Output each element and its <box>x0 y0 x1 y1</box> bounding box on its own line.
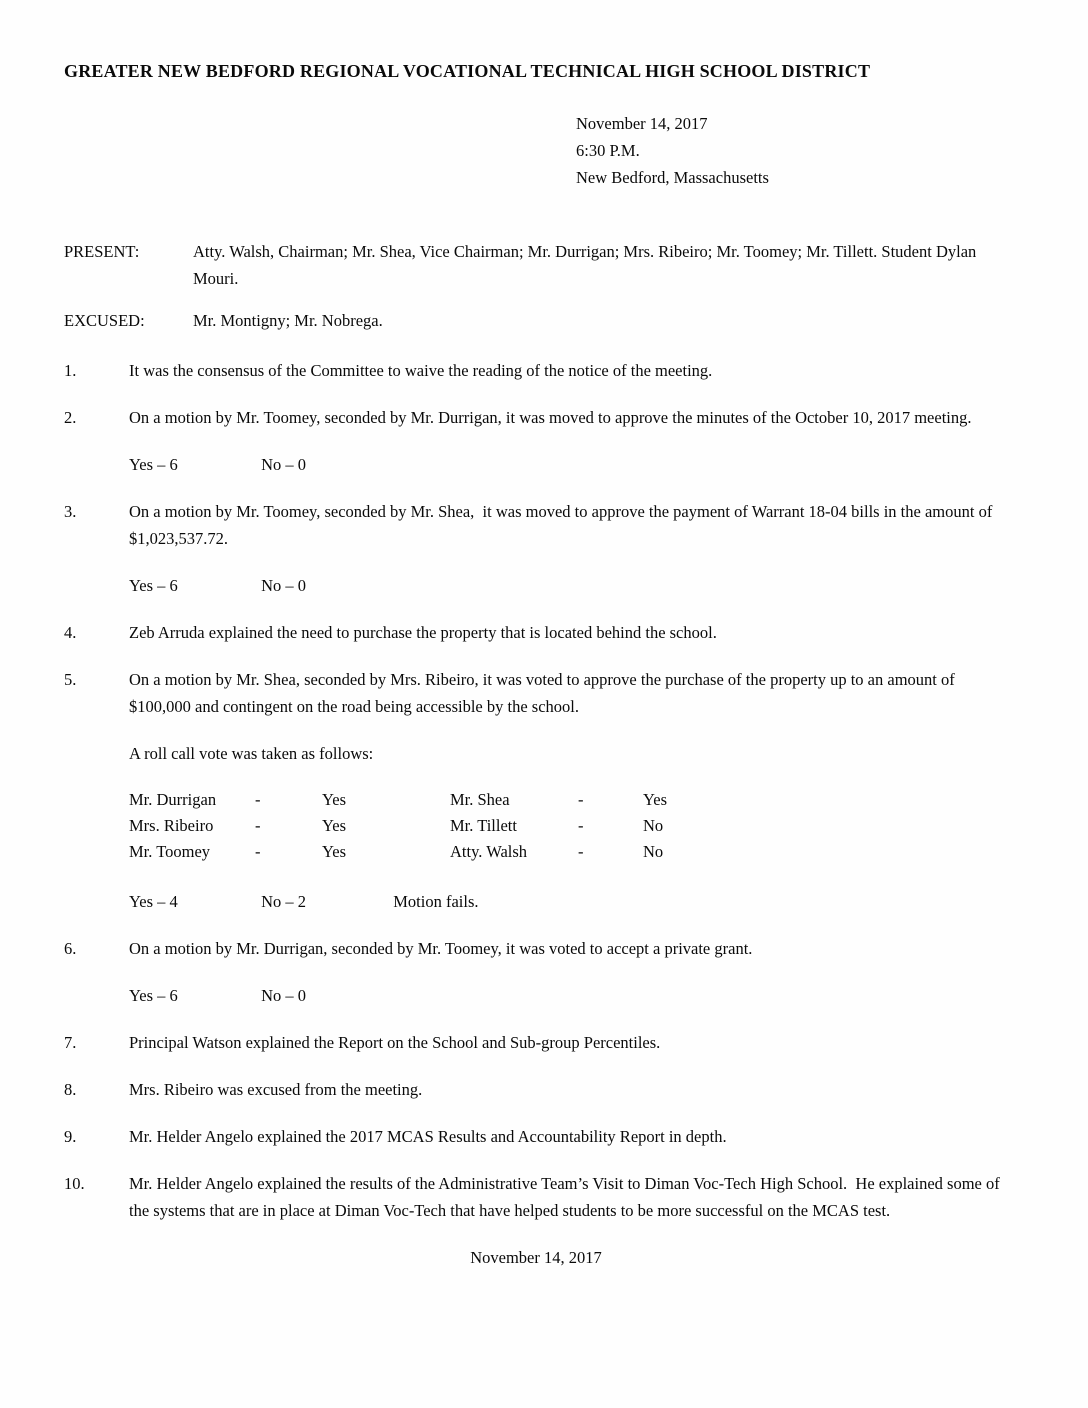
minutes-item-3 <box>64 498 1008 552</box>
minutes-item-10 <box>64 1170 1008 1224</box>
item-number: 1. <box>64 361 77 380</box>
page-title: GREATER NEW BEDFORD REGIONAL VOCATIONAL TECHNICAL HIGH SCHOOL DISTRICT <box>64 61 871 81</box>
tally-no: No – 2 <box>261 892 307 911</box>
item-number: 6. <box>64 939 77 958</box>
dateline <box>576 110 1008 191</box>
excused-row <box>64 307 1008 334</box>
item-text: Mr. Helder Angelo explained the results of the Administrative Team’s Visit to Diman Voc-Tech High School. He explained some of the systems that are in place at Diman Voc-Tech that have helped students to be more successful on the MCAS test. <box>129 1174 1004 1220</box>
roll-call-vote: Yes <box>322 816 347 835</box>
roll-call-dash: - <box>578 790 584 809</box>
dateline-date: November 14, 2017 <box>576 114 708 133</box>
roll-call-vote: Yes <box>322 790 347 809</box>
item-number: 10. <box>64 1174 85 1193</box>
vote-no: No – 0 <box>261 576 307 595</box>
roll-call-dash: - <box>255 790 261 809</box>
minutes-item-9 <box>64 1123 1008 1150</box>
dateline-time: 6:30 P.M. <box>576 141 640 160</box>
roll-call-tally <box>129 888 1008 915</box>
item-text: Zeb Arruda explained the need to purchase the property that is located behind the school. <box>129 623 717 642</box>
excused-text: Mr. Montigny; Mr. Nobrega. <box>193 311 383 330</box>
vote-line-item-3 <box>129 572 1008 599</box>
present-label: PRESENT: <box>64 242 140 261</box>
roll-call-vote: Yes <box>643 790 668 809</box>
item-number: 2. <box>64 408 77 427</box>
item-text: Mr. Helder Angelo explained the 2017 MCAS Results and Accountability Report in depth. <box>129 1127 727 1146</box>
minutes-item-1 <box>64 357 1008 384</box>
roll-call-intro: A roll call vote was taken as follows: <box>129 744 374 763</box>
roll-call-row <box>129 839 1008 865</box>
item-text: Mrs. Ribeiro was excused from the meeting. <box>129 1080 423 1099</box>
roll-call-name: Mrs. Ribeiro <box>129 816 214 835</box>
vote-yes: Yes – 6 <box>129 455 178 474</box>
vote-line-item-6 <box>129 982 1008 1009</box>
item-number: 7. <box>64 1033 77 1052</box>
roll-call-dash: - <box>255 816 261 835</box>
item-text: It was the consensus of the Committee to waive the reading of the notice of the meeting. <box>129 361 713 380</box>
minutes-item-4 <box>64 619 1008 646</box>
roll-call-vote: No <box>643 842 664 861</box>
item-number: 3. <box>64 502 77 521</box>
item-text: On a motion by Mr. Shea, seconded by Mrs. Ribeiro, it was voted to approve the purchase of the property up to an amount of $100,000 and contingent on the road being accessible by the school. <box>129 670 959 716</box>
roll-call-row <box>129 787 1008 813</box>
minutes-item-8 <box>64 1076 1008 1103</box>
present-row <box>64 238 1008 292</box>
roll-call-name: Atty. Walsh <box>450 842 528 861</box>
tally-result: Motion fails. <box>393 892 479 911</box>
item-number: 4. <box>64 623 77 642</box>
minutes-item-5 <box>64 666 1008 720</box>
roll-call-name: Mr. Durrigan <box>129 790 217 809</box>
vote-yes: Yes – 6 <box>129 986 178 1005</box>
item-text: On a motion by Mr. Toomey, seconded by Mr. Shea, it was moved to approve the payment of Warrant 18-04 bills in the amount of $1,023,537.72. <box>129 502 997 548</box>
item-number: 9. <box>64 1127 77 1146</box>
tally-yes: Yes – 4 <box>129 892 178 911</box>
vote-no: No – 0 <box>261 986 307 1005</box>
roll-call-dash: - <box>578 816 584 835</box>
vote-yes: Yes – 6 <box>129 576 178 595</box>
roll-call-name: Mr. Tillett <box>450 816 517 835</box>
roll-call-name: Mr. Toomey <box>129 842 211 861</box>
roll-call-row <box>129 813 1008 839</box>
roll-call-dash: - <box>578 842 584 861</box>
excused-label: EXCUSED: <box>64 311 145 330</box>
vote-no: No – 0 <box>261 455 307 474</box>
roll-call-dash: - <box>255 842 261 861</box>
vote-line-item-2 <box>129 451 1008 478</box>
item-number: 8. <box>64 1080 77 1099</box>
dateline-place: New Bedford, Massachusetts <box>576 168 769 187</box>
minutes-item-6 <box>64 935 1008 962</box>
footer-date: November 14, 2017 <box>470 1248 602 1267</box>
item-text: On a motion by Mr. Durrigan, seconded by Mr. Toomey, it was voted to accept a private grant. <box>129 939 753 958</box>
present-text: Atty. Walsh, Chairman; Mr. Shea, Vice Chairman; Mr. Durrigan; Mrs. Ribeiro; Mr. Toomey; Mr. Tillett. Student Dylan Mouri. <box>193 242 981 288</box>
roll-call-table <box>129 787 1008 865</box>
item-text: Principal Watson explained the Report on the School and Sub-group Percentiles. <box>129 1033 661 1052</box>
minutes-item-7 <box>64 1029 1008 1056</box>
minutes-item-2 <box>64 404 1008 431</box>
roll-call-vote: Yes <box>322 842 347 861</box>
item-text: On a motion by Mr. Toomey, seconded by Mr. Durrigan, it was moved to approve the minutes of the October 10, 2017 meeting. <box>129 408 972 427</box>
item-number: 5. <box>64 670 77 689</box>
roll-call-name: Mr. Shea <box>450 790 510 809</box>
roll-call-vote: No <box>643 816 664 835</box>
